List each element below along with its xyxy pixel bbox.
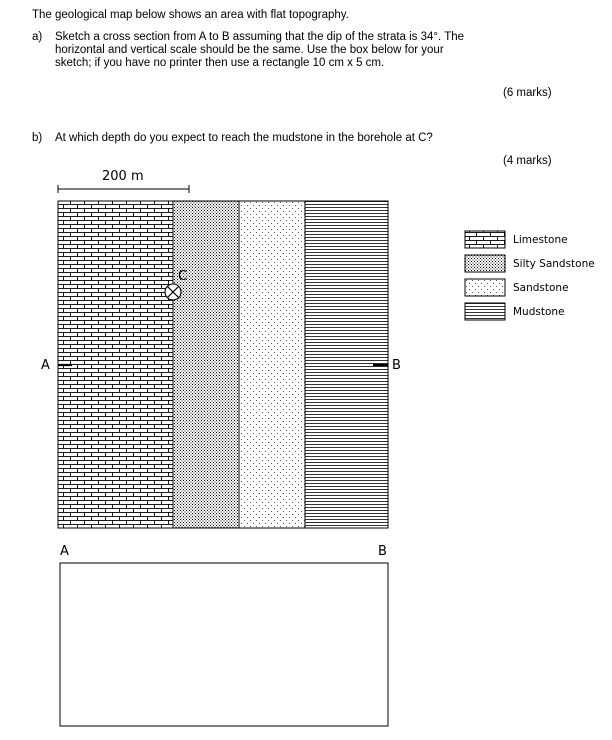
cross-section-sketch-box[interactable] [60,563,388,726]
question-b-label: b) [32,132,43,144]
legend-label-silty-sandstone: Silty Sandstone [513,258,595,270]
question-a-marks: (6 marks) [503,87,552,99]
limestone-band [58,201,173,528]
sandstone-band [239,201,305,528]
map-label-b: B [392,358,401,373]
question-a-line-2: horizontal and vertical scale should be the same. Use the box below for your [55,44,444,56]
scale-bar [58,185,189,193]
map-label-a: A [41,358,50,373]
question-b-marks: (4 marks) [503,155,552,167]
legend-swatch-mudstone [465,303,505,320]
question-a-line-1: Sketch a cross section from A to B assuming that the dip of the strata is 34°. The [55,31,465,43]
question-a-label: a) [32,31,43,43]
section-box-label-b: B [378,544,387,559]
legend-swatch-silty-sandstone [465,255,505,272]
silty-sandstone-band [173,201,239,528]
legend-label-mudstone: Mudstone [513,306,565,318]
question-b-text: At which depth do you expect to reach the mudstone in the borehole at C? [55,132,433,144]
legend-swatch-limestone [465,231,505,248]
borehole-c-icon [165,284,181,300]
borehole-label: C [178,269,188,284]
legend-swatch-sandstone [465,279,505,296]
question-a-line-3: sketch; if you have no printer then use a rectangle 10 cm x 5 cm. [55,57,385,69]
intro-text: The geological map below shows an area with flat topography. [32,9,349,21]
legend-label-limestone: Limestone [513,234,568,246]
section-box-label-a: A [60,544,69,559]
scale-label: 200 m [102,169,144,184]
legend-label-sandstone: Sandstone [513,282,569,294]
